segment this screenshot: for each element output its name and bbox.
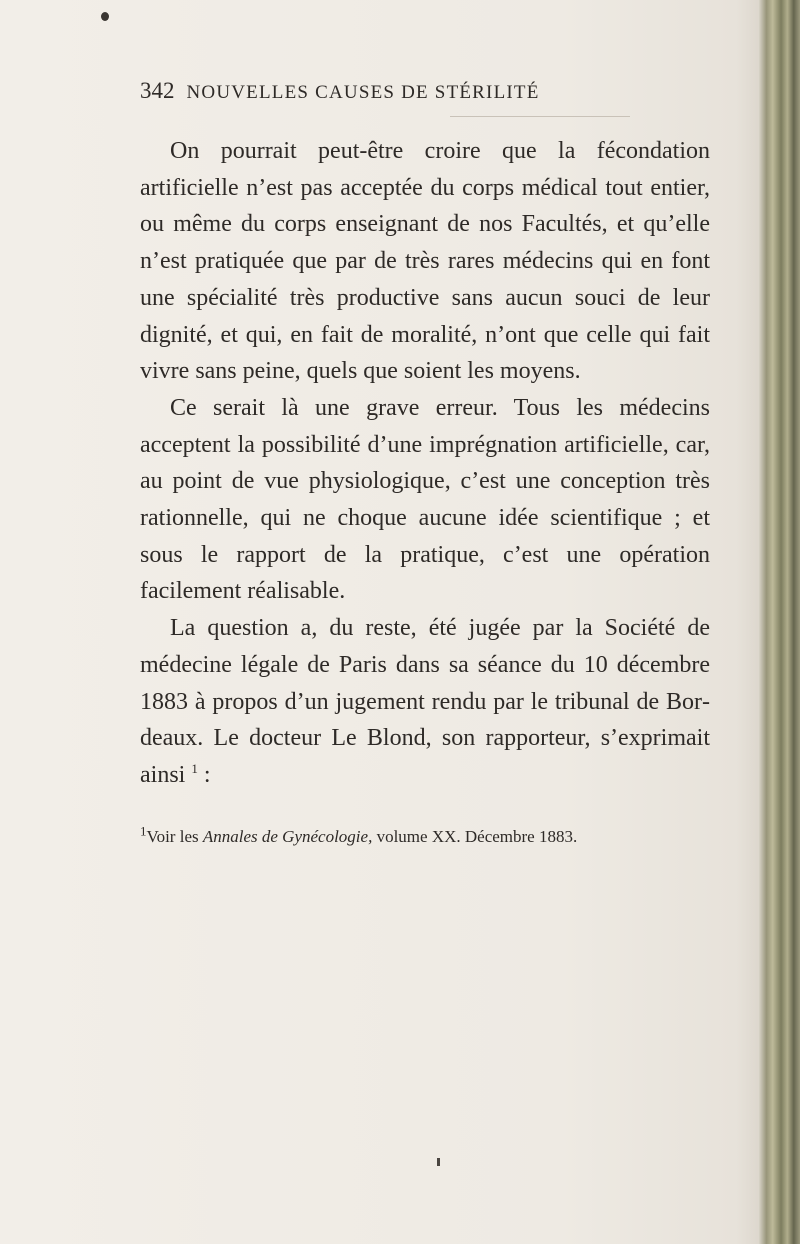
paragraph-3 bbox=[140, 610, 710, 794]
running-title: NOUVELLES CAUSES DE STÉRILITÉ bbox=[186, 82, 540, 103]
paragraph-2: Ce serait là une grave erreur. Tous les médecins acceptent la possibilité d’une imprégnation artificielle, car, au point de vue physiologique, c’est une conception très rationnelle, qui ne choque aucune idée scientifique ; et sous le rapport de la pratique, c’est une opération facilement réalisable. bbox=[140, 394, 710, 605]
footnote bbox=[140, 825, 710, 848]
page-number: 342 bbox=[140, 78, 175, 103]
running-header bbox=[140, 78, 610, 104]
header-rule bbox=[450, 116, 630, 117]
footnote-marker: 1 bbox=[140, 823, 147, 839]
ink-speck bbox=[101, 12, 109, 21]
footnote-journal: Annales de Gynécologie, bbox=[202, 827, 373, 846]
paragraph-1: On pourrait peut-être croire que la fécondation artificielle n’est pas acceptée du corps médical tout entier, ou même du corps enseignant de nos Facultés, et qu’elle n’est pratiquée que par de très rares médecins qui en font une spécialité très productive sans aucun souci de leur dignité, et qui, en fait de moralité, n’ont que celle qui fait vivre sans peine, quels que soient les moyens. bbox=[140, 138, 710, 385]
page-edge-shadow bbox=[758, 0, 800, 1244]
footnote-lead: Voir les bbox=[146, 827, 203, 846]
signature-mark bbox=[437, 1158, 440, 1166]
paragraph-3-text: La question a, du reste, été jugée par la Société de médecine légale de Paris dans sa séance du 10 décembre 1883 à propos d’un jugement rendu par le tribunal de Bordeaux. Le docteur Le Blond, son rapporteur, s’exprimait ainsi bbox=[140, 615, 710, 788]
footnote-reference[interactable]: 1 bbox=[191, 760, 198, 776]
footnote-rest: volume XX. Décembre 1883. bbox=[372, 827, 578, 846]
colon: : bbox=[197, 761, 211, 788]
body-text bbox=[140, 133, 710, 794]
